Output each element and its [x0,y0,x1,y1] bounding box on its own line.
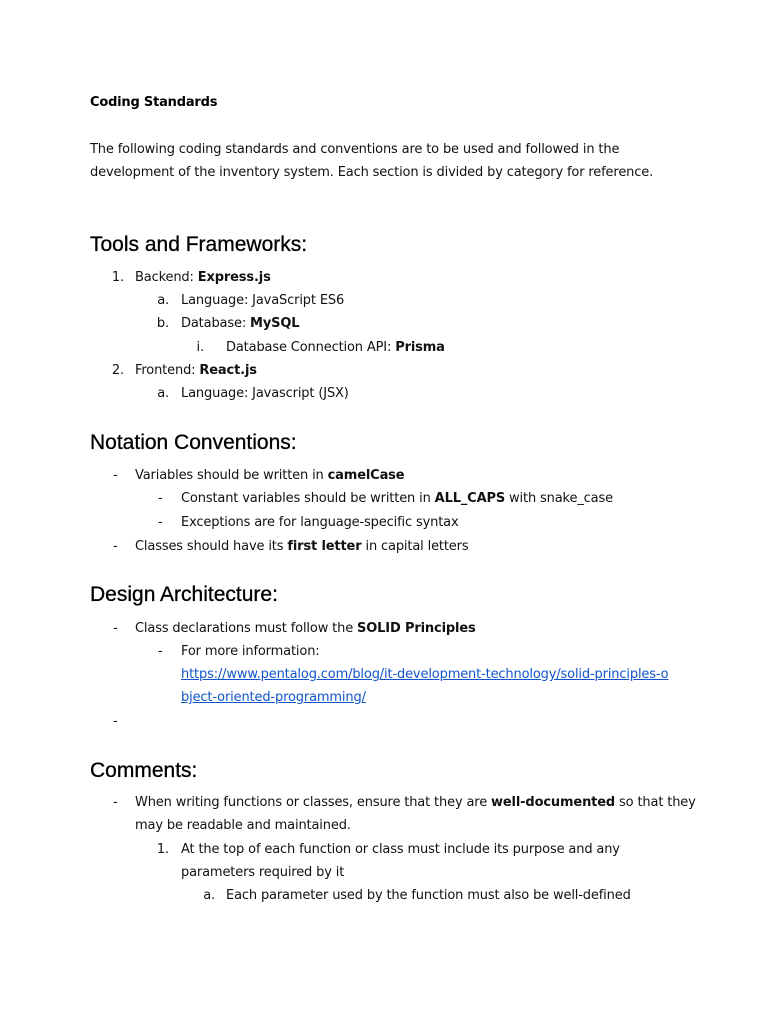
heading-notation-conventions: Notation Conventions: [90,431,297,454]
list-marker: b. [156,316,169,331]
list-item-db-connection: Database Connection API: Prisma [226,340,445,355]
list-item-constants: Constant variables should be written in ALL_CAPS with snake_case [181,491,613,506]
heading-comments: Comments: [90,759,198,782]
list-item-language-frontend: Language: Javascript (JSX) [181,386,349,401]
list-item-language-backend: Language: JavaScript ES6 [181,293,345,308]
list-item-camelcase: Variables should be written in camelCase [135,468,405,483]
list-item-backend: Backend: Express.js [135,270,271,285]
intro-line-2: development of the inventory system. Each section is divided by category for reference. [90,165,654,180]
heading-tools-frameworks: Tools and Frameworks: [90,233,308,256]
heading-design-architecture: Design Architecture: [90,583,278,606]
list-marker: 2. [111,363,124,378]
bullet-marker: - [113,795,118,810]
solid-principles-link-line-1[interactable]: https://www.pentalog.com/blog/it-development-technology/solid-principles-o [181,667,669,682]
bullet-marker: - [113,468,118,483]
bullet-marker: - [158,515,163,530]
list-item-exceptions: Exceptions are for language-specific syntax [181,515,459,530]
bullet-marker: - [158,491,163,506]
empty-bullet-marker: - [113,714,118,729]
list-item-classes: Classes should have its first letter in capital letters [135,539,469,554]
list-item-database: Database: MySQL [181,316,300,331]
list-marker: a. [157,386,169,401]
list-marker: i. [196,340,204,355]
bullet-marker: - [113,539,118,554]
list-item-function-header-cont: parameters required by it [181,865,345,880]
list-item-well-documented-cont: may be readable and maintained. [135,818,351,833]
list-marker: a. [203,888,215,903]
intro-line-1: The following coding standards and conventions are to be used and followed in the [90,142,620,157]
list-item-parameters: Each parameter used by the function must also be well-defined [226,888,631,903]
solid-principles-link-line-2[interactable]: bject-oriented-programming/ [181,690,366,705]
bullet-marker: - [113,621,118,636]
list-item-solid: Class declarations must follow the SOLID Principles [135,621,476,636]
document-title: Coding Standards [90,95,218,110]
list-item-more-info: For more information: [181,644,320,659]
bullet-marker: - [158,644,163,659]
list-item-well-documented: When writing functions or classes, ensure that they are well-documented so that they [135,795,696,810]
list-marker: 1. [156,842,169,857]
list-item-function-header: At the top of each function or class must include its purpose and any [181,842,620,857]
list-marker: 1. [111,270,124,285]
list-marker: a. [157,293,169,308]
list-item-frontend: Frontend: React.js [135,363,257,378]
